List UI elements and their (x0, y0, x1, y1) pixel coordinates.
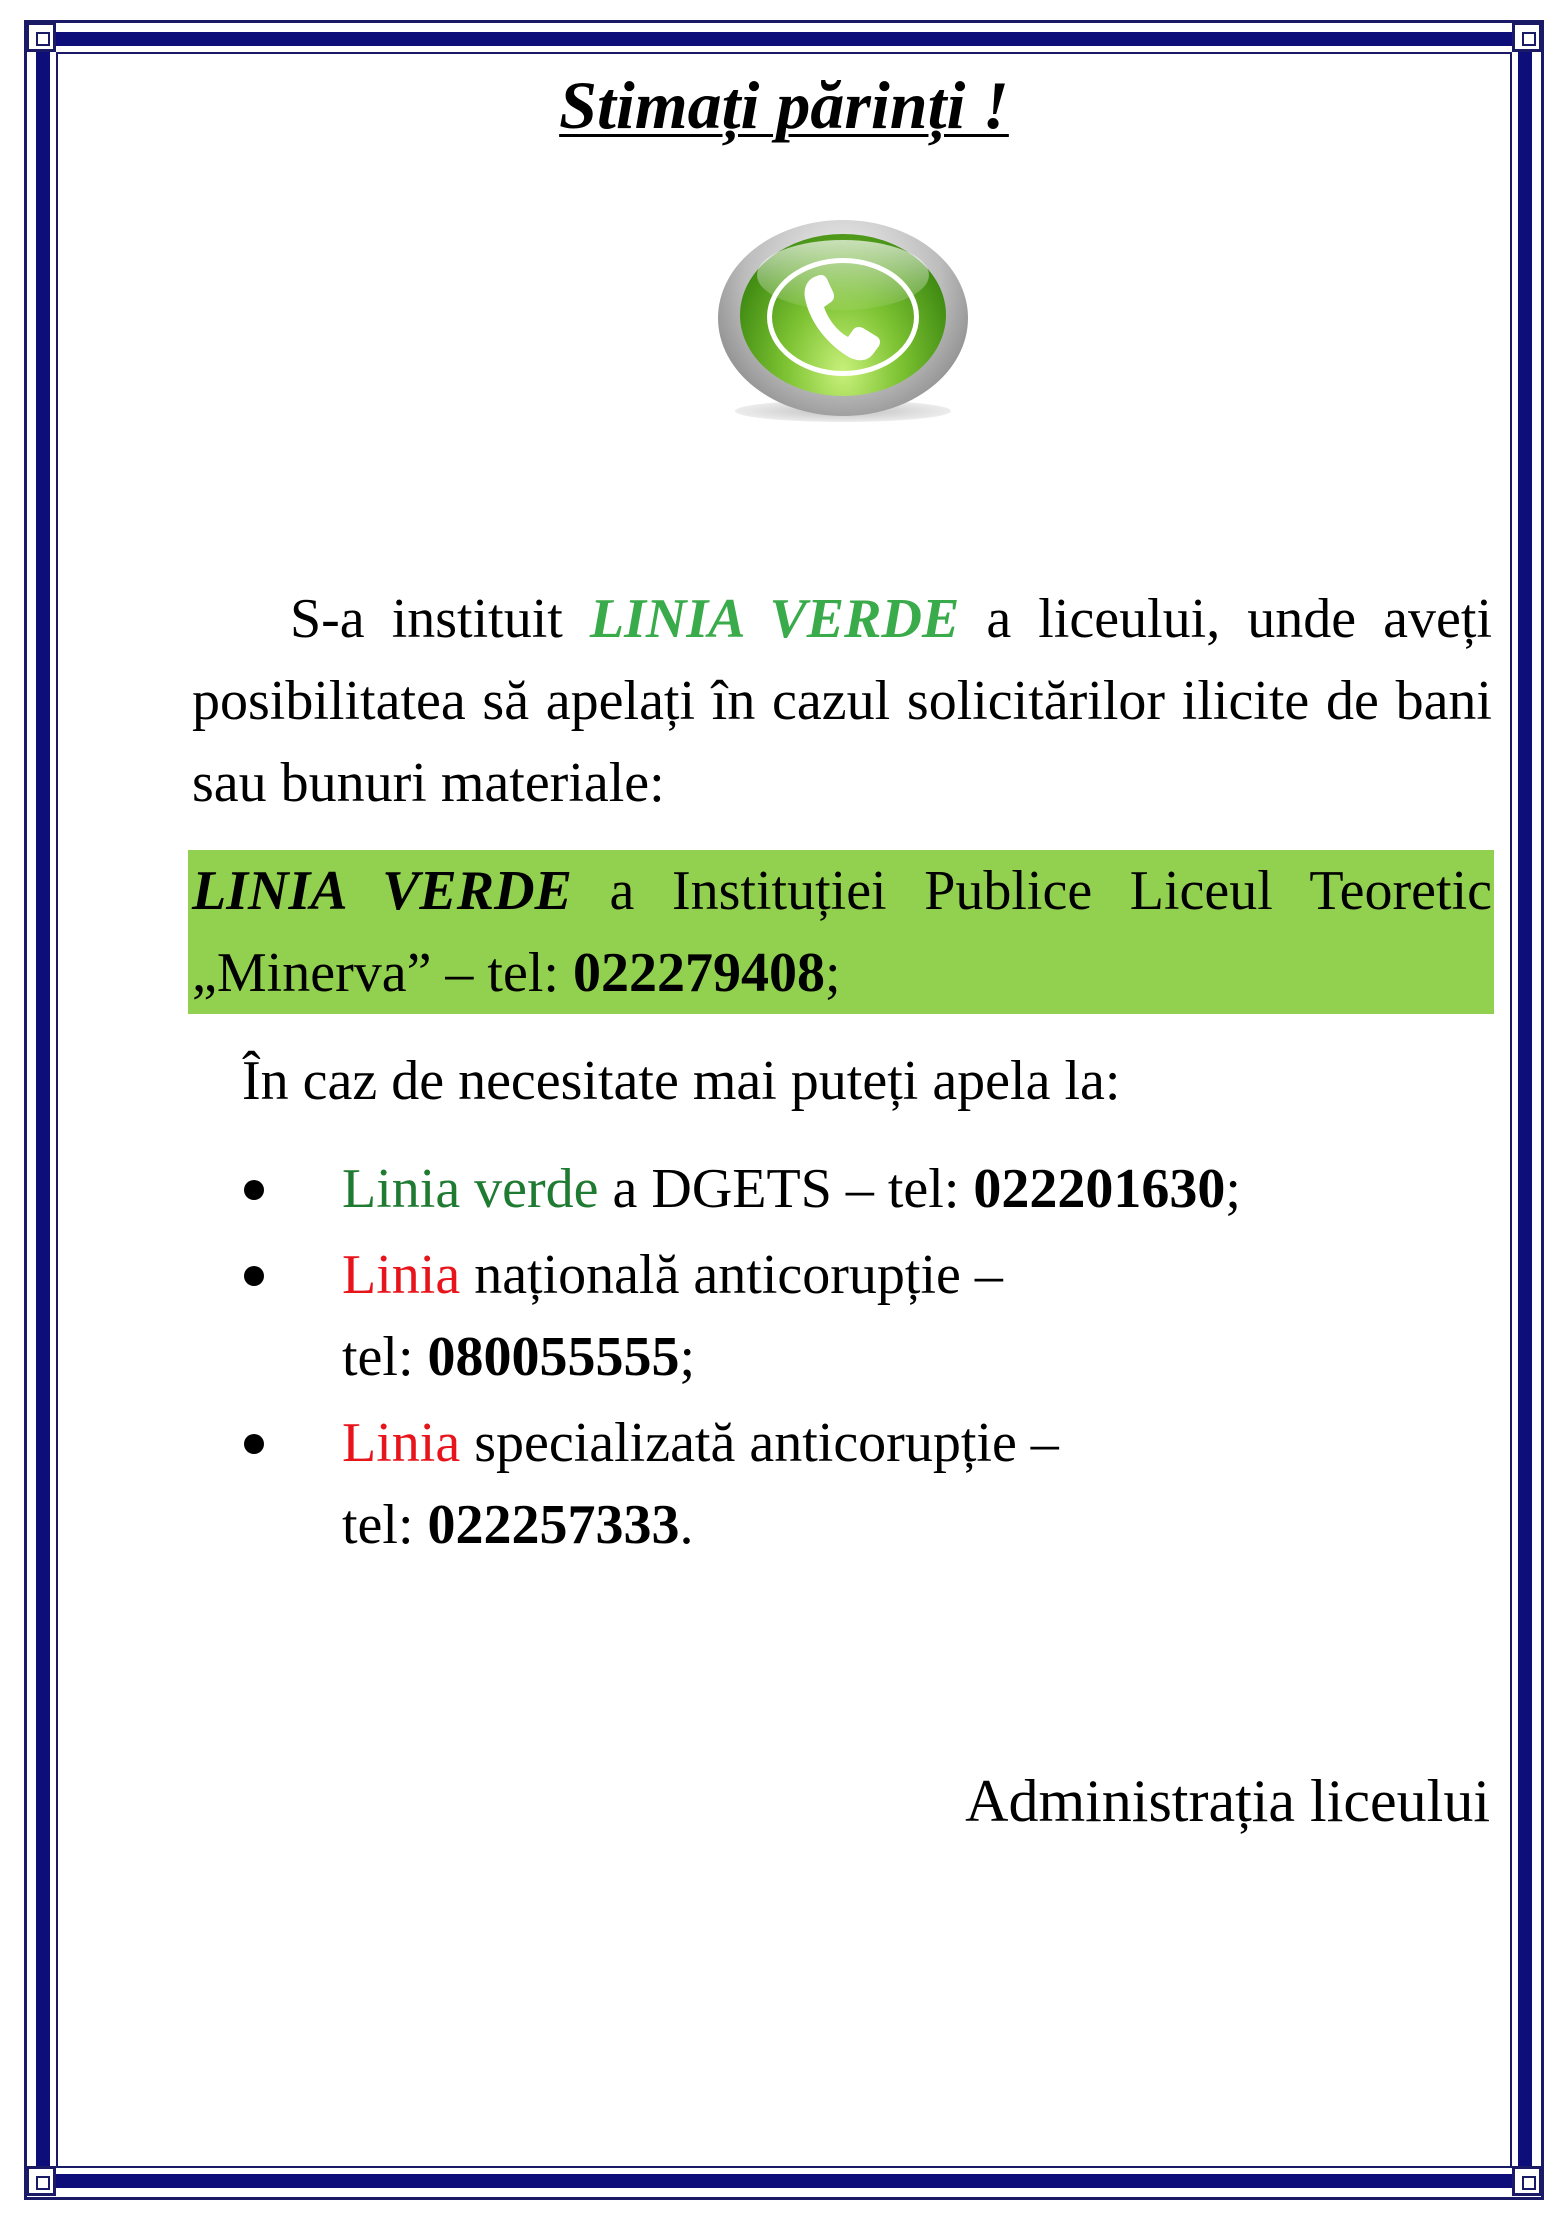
main-line-block (192, 850, 1492, 1014)
hotline-tel-prefix: tel: (342, 1494, 428, 1556)
main-line-end: ; (824, 942, 841, 1004)
hotline-end: . (679, 1494, 694, 1556)
list-item (240, 1402, 1490, 1566)
hotline-end: ; (679, 1326, 696, 1388)
hotline-phone: 080055555 (427, 1326, 680, 1388)
main-line-rest: a Instituției Publice Liceul Teoretic „Minerva” – tel: (192, 860, 1492, 1004)
hotline-label: Linia verde (342, 1158, 599, 1220)
intro-paragraph (192, 578, 1492, 824)
green-line-highlight: LINIA VERDE (589, 588, 960, 650)
intro-text-before: S-a instituit (290, 588, 590, 650)
secondary-intro: În caz de necesitate mai puteți apela la: (242, 1050, 1121, 1112)
border-corner-top-right (1512, 22, 1542, 52)
signature: Administrația liceului (965, 1768, 1490, 1834)
bullet-icon (244, 1180, 264, 1200)
list-item (240, 1234, 1490, 1398)
hotline-text: specializată anticorupție – (460, 1412, 1059, 1474)
hotline-text: națională anticorupție – (460, 1244, 1003, 1306)
border-corner-bottom-right (1512, 2166, 1542, 2196)
list-item (240, 1148, 1490, 1230)
hotline-tel-prefix: tel: (342, 1326, 428, 1388)
phone-handset-icon (797, 268, 889, 366)
hotline-phone: 022201630 (973, 1158, 1226, 1220)
phone-call-icon (585, 182, 1101, 450)
border-corner-bottom-left (26, 2166, 56, 2196)
border-corner-top-left (26, 22, 56, 52)
hotline-text: a DGETS – tel: (598, 1158, 974, 1220)
hotline-list (240, 1148, 1490, 1570)
main-line-phone: 022279408 (572, 942, 825, 1004)
hotline-end: ; (1225, 1158, 1241, 1220)
main-line-name: LINIA VERDE (192, 860, 572, 922)
page-title: Stimați părinți ! (559, 67, 1009, 143)
hotline-phone: 022257333 (427, 1494, 680, 1556)
intro-text-after: a liceului, unde aveți posibilitatea să apelați în cazul solicitărilor ilicite de bani sau bunuri materiale: (192, 588, 1493, 814)
bullet-icon (244, 1434, 264, 1454)
bullet-icon (244, 1266, 264, 1286)
hotline-label: Linia (342, 1244, 461, 1306)
hotline-label: Linia (342, 1412, 461, 1474)
